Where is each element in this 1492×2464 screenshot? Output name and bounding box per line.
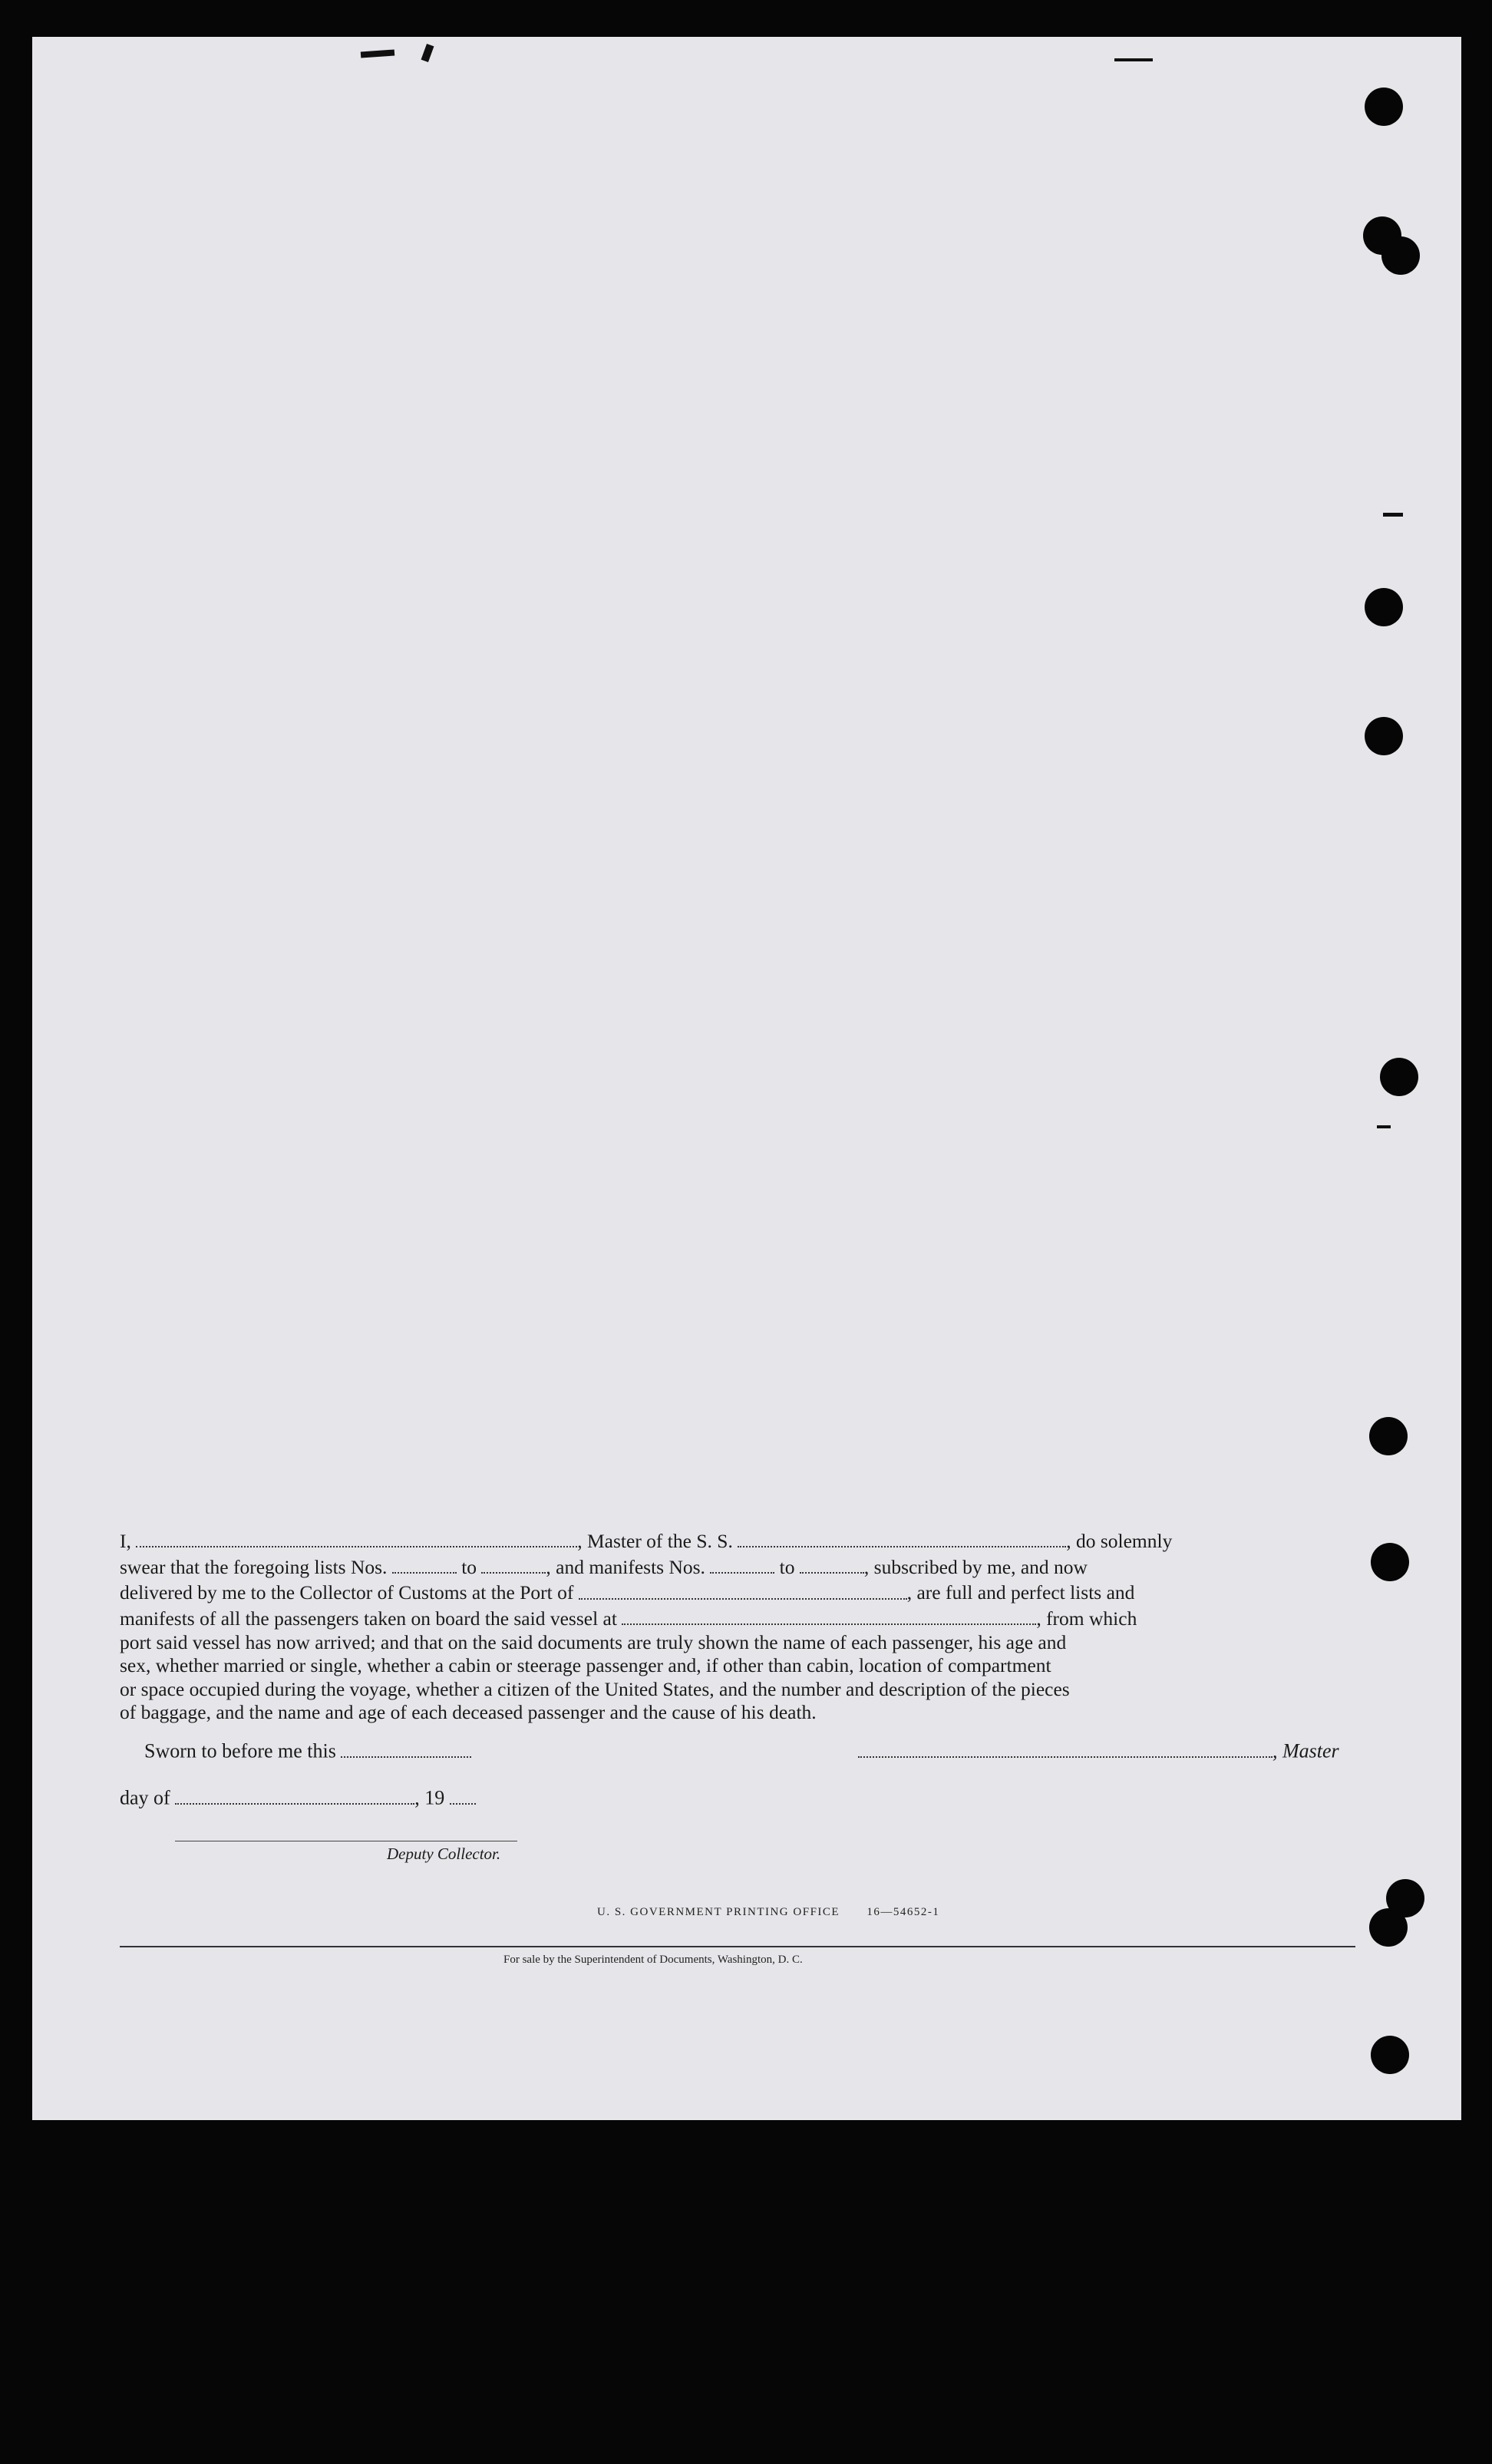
printing-office: [597, 1906, 939, 1919]
day-row: [120, 1784, 476, 1810]
oath-text: , Master of the S. S.: [577, 1530, 733, 1553]
ink-mark: [1383, 513, 1403, 517]
manifest-from-blank: [710, 1554, 774, 1574]
form-number: 16—54652-1: [866, 1906, 940, 1918]
oath-line-7: or space occupied during the voyage, whether a citizen of the United States, and the number and description of the pieces: [120, 1677, 1070, 1700]
oath-text: to: [461, 1555, 477, 1578]
ink-mark: [361, 49, 394, 58]
month-blank: [175, 1784, 414, 1805]
list-from-blank: [392, 1554, 457, 1574]
oath-paragraph: [120, 1528, 1355, 1725]
oath-text: , and manifests Nos.: [546, 1555, 705, 1578]
year-blank: [450, 1784, 476, 1805]
footer-divider: [120, 1946, 1355, 1947]
punch-hole: [1371, 2036, 1409, 2074]
sale-note: For sale by the Superintendent of Documents, Washington, D. C.: [503, 1954, 803, 1966]
manifest-to-blank: [800, 1554, 864, 1574]
punch-hole: [1380, 1058, 1418, 1096]
oath-text: swear that the foregoing lists Nos.: [120, 1555, 388, 1578]
punch-hole: [1371, 1543, 1409, 1581]
ink-mark: [1114, 58, 1153, 61]
punch-hole: [1369, 1908, 1408, 1947]
ink-mark: [421, 44, 434, 62]
oath-text: I,: [120, 1530, 131, 1553]
oath-line-1: [120, 1528, 1355, 1554]
punch-hole: [1365, 88, 1403, 126]
oath-text: manifests of all the passengers taken on board the said vessel at: [120, 1607, 617, 1630]
master-signature-blank: [858, 1737, 1272, 1758]
departure-port-blank: [622, 1605, 1036, 1625]
sworn-date-blank: [341, 1737, 471, 1758]
punch-hole: [1365, 717, 1403, 755]
ink-mark: [1377, 1125, 1391, 1128]
port-blank: [579, 1579, 907, 1599]
year-label: , 19: [414, 1786, 445, 1809]
oath-text: , do solemnly: [1066, 1530, 1173, 1553]
oath-line-2: [120, 1554, 1355, 1580]
master-signature-row: [858, 1737, 1339, 1763]
punch-hole: [1369, 1417, 1408, 1455]
printing-office-label: U. S. GOVERNMENT PRINTING OFFICE: [597, 1906, 840, 1918]
oath-text: , are full and perfect lists and: [906, 1581, 1135, 1604]
oath-text: to: [779, 1555, 795, 1578]
day-label: day of: [120, 1786, 170, 1809]
oath-text: delivered by me to the Collector of Customs at the Port of: [120, 1581, 574, 1604]
oath-line-3: [120, 1579, 1355, 1605]
punch-hole: [1381, 236, 1420, 275]
deputy-collector-label: Deputy Collector.: [387, 1845, 501, 1863]
oath-line-8: of baggage, and the name and age of each deceased passenger and the cause of his death.: [120, 1701, 817, 1724]
sworn-row: [144, 1737, 471, 1763]
manifest-page: [32, 37, 1461, 2120]
master-label: , Master: [1272, 1739, 1339, 1762]
punch-hole: [1365, 588, 1403, 626]
sworn-label: Sworn to before me this: [144, 1739, 336, 1762]
oath-line-6: sex, whether married or single, whether a cabin or steerage passenger and, if other than cabin, location of compartment: [120, 1654, 1051, 1677]
oath-text: , from which: [1036, 1607, 1137, 1630]
oath-line-5: port said vessel has now arrived; and that on the said documents are truly shown the name of each passenger, his age and: [120, 1630, 1067, 1653]
ship-name-blank: [738, 1528, 1066, 1547]
oath-text: , subscribed by me, and now: [863, 1555, 1088, 1578]
master-name-blank: [136, 1528, 577, 1547]
oath-line-4: [120, 1605, 1355, 1631]
list-to-blank: [481, 1554, 546, 1574]
